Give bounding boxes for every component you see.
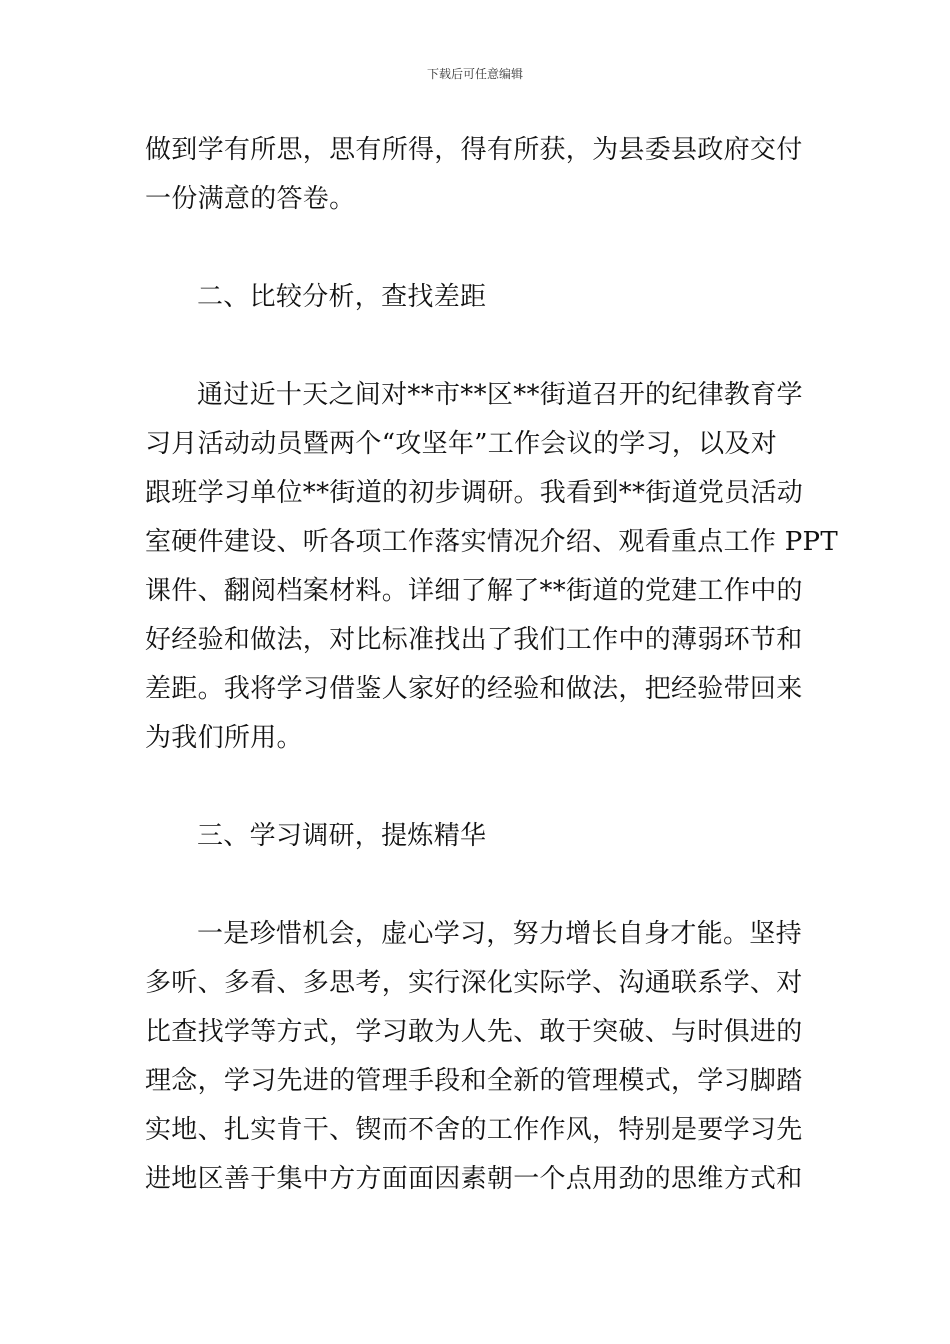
paragraph-study bbox=[145, 910, 807, 1204]
page-header-note: 下载后可任意编辑 bbox=[426, 67, 523, 81]
text-line: 习月活动动员暨两个“攻坚年”工作会议的学习，以及对 bbox=[145, 429, 778, 459]
heading-text: 二、比较分析，查找差距 bbox=[197, 282, 487, 312]
heading-text: 三、学习调研，提炼精华 bbox=[197, 821, 487, 851]
text-line: 进地区善于集中方方面面因素朝一个点用劲的思维方式和 bbox=[145, 1164, 803, 1194]
paragraph-continuation bbox=[145, 126, 807, 224]
text-line: 通过近十天之间对**市**区**街道召开的纪律教育学 bbox=[197, 380, 803, 410]
text-line: 实地、扎实肯干、锲而不舍的工作作风，特别是要学习先 bbox=[145, 1115, 803, 1145]
text-line: 室硬件建设、听各项工作落实情况介绍、观看重点工作 PPT bbox=[145, 527, 838, 557]
text-line: 为我们所用。 bbox=[145, 723, 303, 753]
text-line: 差距。我将学习借鉴人家好的经验和做法，把经验带回来 bbox=[145, 674, 803, 704]
section-heading-2 bbox=[145, 273, 807, 322]
text-line: 一份满意的答卷。 bbox=[145, 184, 356, 214]
document-body bbox=[145, 126, 838, 1204]
text-line: 好经验和做法，对比标准找出了我们工作中的薄弱环节和 bbox=[145, 625, 803, 655]
text-line: 理念，学习先进的管理手段和全新的管理模式，学习脚踏 bbox=[145, 1066, 803, 1096]
text-line: 多听、多看、多思考，实行深化实际学、沟通联系学、对 bbox=[145, 968, 803, 998]
text-line: 跟班学习单位**街道的初步调研。我看到**街道党员活动 bbox=[145, 478, 804, 508]
section-heading-3 bbox=[145, 812, 807, 861]
text-line: 课件、翻阅档案材料。详细了解了**街道的党建工作中的 bbox=[145, 576, 803, 606]
text-line: 一是珍惜机会，虚心学习，努力增长自身才能。坚持 bbox=[197, 919, 802, 949]
text-line: 做到学有所思，思有所得，得有所获，为县委县政府交付 bbox=[145, 135, 803, 165]
paragraph-comparison bbox=[145, 371, 838, 763]
text-line: 比查找学等方式，学习敢为人先、敢于突破、与时俱进的 bbox=[145, 1017, 803, 1047]
